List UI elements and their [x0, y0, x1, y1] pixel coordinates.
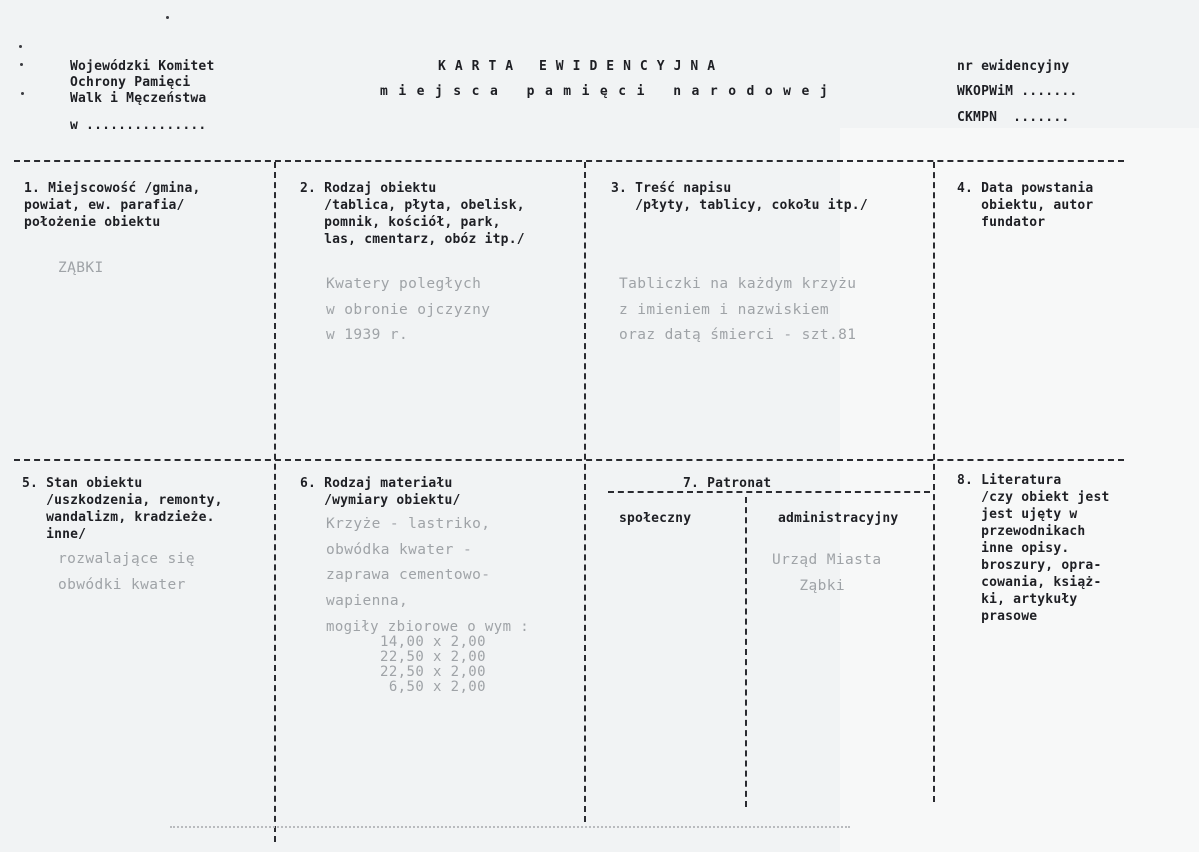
- margin-dot: [19, 45, 22, 48]
- field-5-label: 5. Stan obiektu /uszkodzenia, remonty, wandalizm, kradzieże. inne/: [22, 476, 223, 542]
- margin-dot: [20, 63, 23, 66]
- field-6-label: 6. Rodzaj materiału /wymiary obiektu/: [300, 476, 461, 508]
- field-6-value: Krzyże - lastriko, obwódka kwater - zaprawa cementowo- wapienna,: [326, 516, 491, 609]
- field-3-value: Tabliczki na każdym krzyżu z imieniem i nazwiskiem oraz datą śmierci - szt.81: [619, 276, 857, 343]
- column-divider-1: [274, 162, 276, 842]
- registry-line-1: nr ewidencyjny: [957, 59, 1070, 74]
- field-8-label: 8. Literatura /czy obiekt jest jest ujęty w przewodnikach inne opisy. broszury, opra- cowania, książ- ki, artykuły prasowe: [957, 473, 1110, 624]
- field-2-value: Kwatery poległych w obronie ojczyzny w 1939 r.: [326, 276, 491, 343]
- top-divider: [14, 160, 1124, 162]
- field-4-label: 4. Data powstania obiektu, autor fundator: [957, 181, 1094, 230]
- middle-divider: [14, 459, 1124, 461]
- field-7-label: 7. Patronat: [683, 476, 772, 491]
- registry-line-2: WKOPWiM .......: [957, 84, 1078, 99]
- field-3-label: 3. Treść napisu /płyty, tablicy, cokołu itp./: [611, 181, 868, 213]
- field-2-label: 2. Rodzaj obiektu /tablica, płyta, obelisk, pomnik, kościół, park, las, cmentarz, obóz itp./: [300, 181, 525, 247]
- bottom-dotted-line: [170, 826, 850, 828]
- field-1-value: ZĄBKI: [58, 260, 104, 276]
- card-title: KARTA EWIDENCYJNA: [438, 59, 725, 74]
- registry-line-3: CKMPN .......: [957, 110, 1070, 125]
- committee-line-4: w ...............: [70, 118, 207, 133]
- patronat-admin-header: administracyjny: [778, 511, 899, 526]
- patronat-social-header: społeczny: [619, 511, 692, 526]
- column-divider-2: [584, 162, 586, 822]
- patronat-admin-value: Urząd Miasta Ząbki: [772, 552, 882, 594]
- margin-dot: [166, 16, 169, 19]
- committee-line-2: Ochrony Pamięci: [70, 75, 191, 90]
- column-divider-3: [933, 162, 935, 802]
- field-6-dimensions-intro: mogiły zbiorowe o wym :: [326, 619, 530, 635]
- committee-line-3: Walk i Męczeństwa: [70, 91, 207, 106]
- field-6-dimensions: 14,00 x 2,00 22,50 x 2,00 22,50 x 2,00 6,50 x 2,00: [380, 634, 486, 695]
- card-subtitle: miejsca pamięci narodowej: [380, 84, 839, 99]
- margin-dot: [21, 92, 24, 95]
- field-1-label: 1. Miejscowość /gmina, powiat, ew. parafia/ położenie obiektu: [24, 181, 201, 230]
- field-5-value: rozwalające się obwódki kwater: [58, 551, 195, 593]
- committee-line-1: Wojewódzki Komitet: [70, 59, 215, 74]
- patronat-column-divider: [745, 497, 747, 807]
